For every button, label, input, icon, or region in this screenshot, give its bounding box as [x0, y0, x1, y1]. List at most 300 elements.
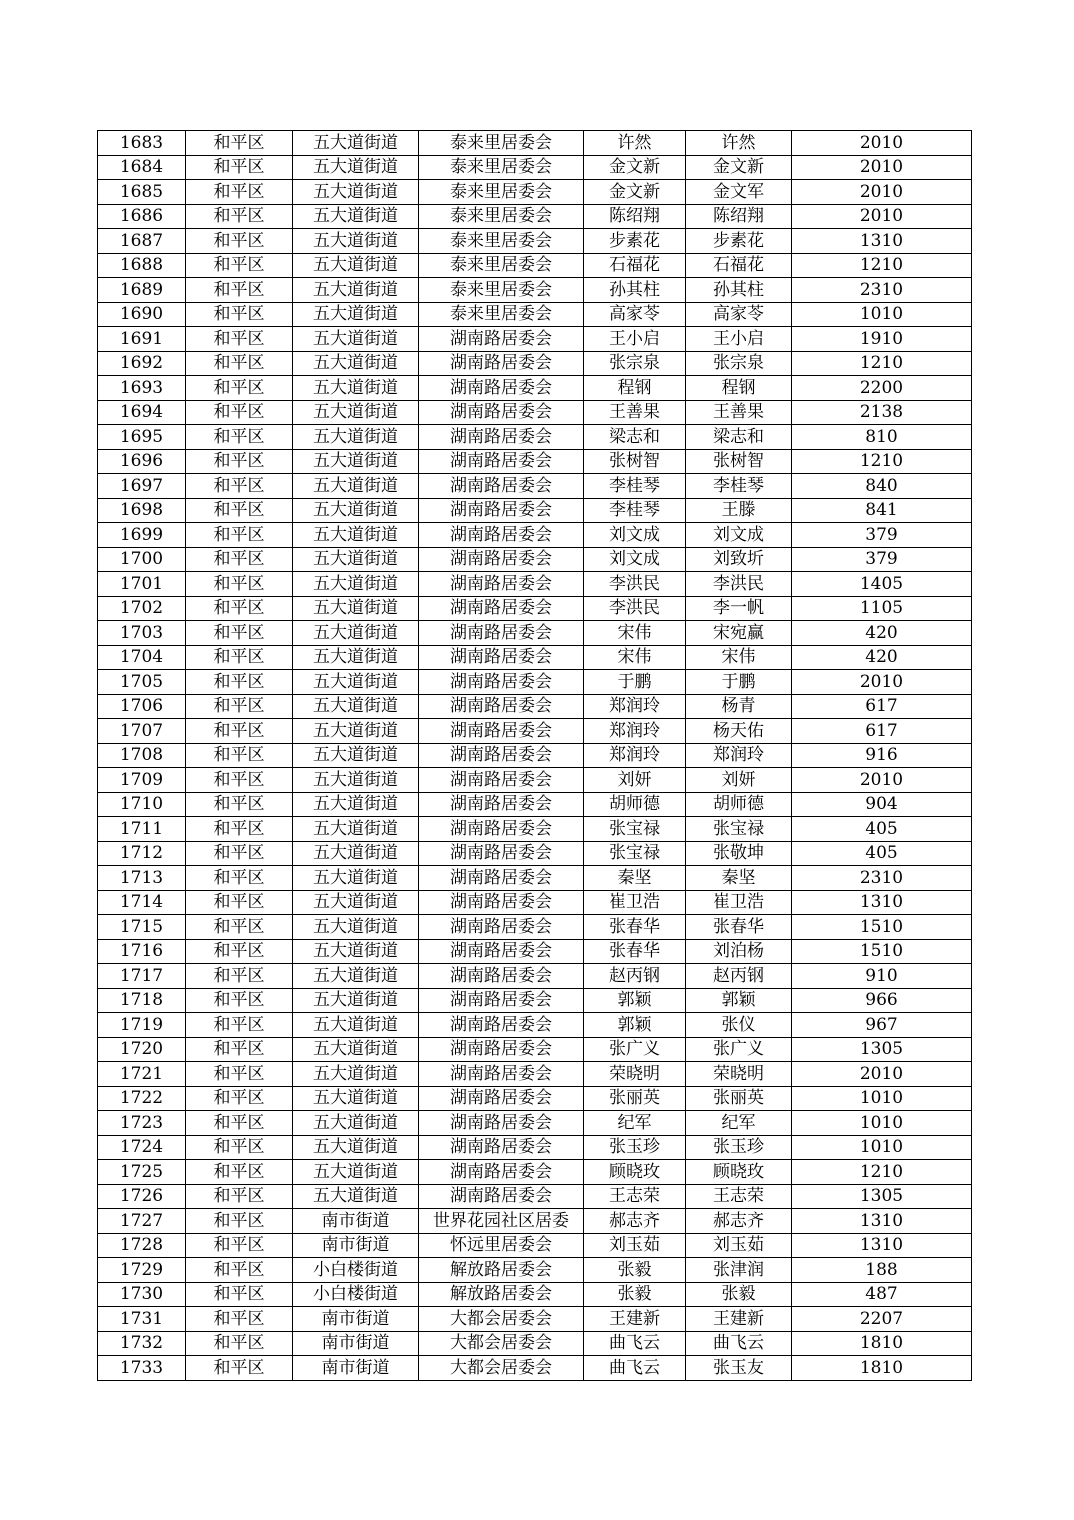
member-name-cell: 张春华 [686, 915, 792, 940]
applicant-name-cell: 石福花 [584, 253, 686, 278]
member-name-cell: 刘致圻 [686, 547, 792, 572]
amount-cell: 1310 [792, 890, 972, 915]
table-row [98, 253, 972, 278]
table-row [98, 817, 972, 842]
member-name-cell: 刘泊杨 [686, 939, 792, 964]
serial-number-cell: 1726 [98, 1184, 186, 1209]
serial-number-cell: 1719 [98, 1013, 186, 1038]
serial-number-cell: 1701 [98, 572, 186, 597]
member-name-cell: 王小启 [686, 327, 792, 352]
serial-number-cell: 1733 [98, 1356, 186, 1381]
amount-cell: 1210 [792, 449, 972, 474]
applicant-name-cell: 王建新 [584, 1307, 686, 1332]
serial-number-cell: 1716 [98, 939, 186, 964]
applicant-name-cell: 步素花 [584, 229, 686, 254]
serial-number-cell: 1685 [98, 180, 186, 205]
committee-cell: 湖南路居委会 [419, 964, 584, 989]
district-cell: 和平区 [186, 204, 293, 229]
amount-cell: 1210 [792, 351, 972, 376]
street-cell: 五大道街道 [293, 400, 419, 425]
applicant-name-cell: 于鹏 [584, 670, 686, 695]
committee-cell: 湖南路居委会 [419, 596, 584, 621]
applicant-name-cell: 宋伟 [584, 621, 686, 646]
street-cell: 南市街道 [293, 1233, 419, 1258]
street-cell: 五大道街道 [293, 890, 419, 915]
table-row [98, 792, 972, 817]
serial-number-cell: 1731 [98, 1307, 186, 1332]
committee-cell: 湖南路居委会 [419, 351, 584, 376]
table-row [98, 964, 972, 989]
district-cell: 和平区 [186, 841, 293, 866]
serial-number-cell: 1727 [98, 1209, 186, 1234]
applicant-name-cell: 金文新 [584, 155, 686, 180]
table-row [98, 400, 972, 425]
street-cell: 五大道街道 [293, 278, 419, 303]
amount-cell: 1010 [792, 302, 972, 327]
table-row [98, 841, 972, 866]
serial-number-cell: 1730 [98, 1282, 186, 1307]
amount-cell: 967 [792, 1013, 972, 1038]
street-cell: 五大道街道 [293, 376, 419, 401]
amount-cell: 2010 [792, 670, 972, 695]
district-cell: 和平区 [186, 449, 293, 474]
applicant-name-cell: 顾晓玫 [584, 1160, 686, 1185]
amount-cell: 1910 [792, 327, 972, 352]
applicant-name-cell: 张宗泉 [584, 351, 686, 376]
table-row [98, 1037, 972, 1062]
committee-cell: 泰来里居委会 [419, 131, 584, 156]
amount-cell: 2138 [792, 400, 972, 425]
table-row [98, 1331, 972, 1356]
district-cell: 和平区 [186, 743, 293, 768]
district-cell: 和平区 [186, 988, 293, 1013]
committee-cell: 湖南路居委会 [419, 866, 584, 891]
member-name-cell: 李桂琴 [686, 474, 792, 499]
member-name-cell: 赵丙钢 [686, 964, 792, 989]
amount-cell: 910 [792, 964, 972, 989]
street-cell: 五大道街道 [293, 817, 419, 842]
district-cell: 和平区 [186, 670, 293, 695]
table-row [98, 1013, 972, 1038]
district-cell: 和平区 [186, 1135, 293, 1160]
table-row [98, 155, 972, 180]
member-name-cell: 王建新 [686, 1307, 792, 1332]
street-cell: 五大道街道 [293, 1086, 419, 1111]
member-name-cell: 秦坚 [686, 866, 792, 891]
table-row [98, 988, 972, 1013]
committee-cell: 湖南路居委会 [419, 915, 584, 940]
street-cell: 五大道街道 [293, 351, 419, 376]
applicant-name-cell: 李洪民 [584, 596, 686, 621]
amount-cell: 487 [792, 1282, 972, 1307]
amount-cell: 1310 [792, 1233, 972, 1258]
committee-cell: 湖南路居委会 [419, 1160, 584, 1185]
street-cell: 五大道街道 [293, 131, 419, 156]
amount-cell: 2200 [792, 376, 972, 401]
street-cell: 五大道街道 [293, 572, 419, 597]
member-name-cell: 刘玉茹 [686, 1233, 792, 1258]
street-cell: 南市街道 [293, 1356, 419, 1381]
street-cell: 小白楼街道 [293, 1258, 419, 1283]
serial-number-cell: 1696 [98, 449, 186, 474]
table-row [98, 278, 972, 303]
district-cell: 和平区 [186, 1160, 293, 1185]
applicant-name-cell: 赵丙钢 [584, 964, 686, 989]
street-cell: 五大道街道 [293, 1135, 419, 1160]
district-cell: 和平区 [186, 1086, 293, 1111]
district-cell: 和平区 [186, 915, 293, 940]
serial-number-cell: 1699 [98, 523, 186, 548]
member-name-cell: 张津润 [686, 1258, 792, 1283]
serial-number-cell: 1707 [98, 719, 186, 744]
serial-number-cell: 1694 [98, 400, 186, 425]
amount-cell: 2310 [792, 866, 972, 891]
table-row [98, 474, 972, 499]
amount-cell: 1810 [792, 1331, 972, 1356]
member-name-cell: 郝志齐 [686, 1209, 792, 1234]
committee-cell: 湖南路居委会 [419, 988, 584, 1013]
amount-cell: 2207 [792, 1307, 972, 1332]
district-cell: 和平区 [186, 1282, 293, 1307]
serial-number-cell: 1684 [98, 155, 186, 180]
amount-cell: 420 [792, 621, 972, 646]
applicant-name-cell: 张广义 [584, 1037, 686, 1062]
table-row [98, 1233, 972, 1258]
applicant-name-cell: 程钢 [584, 376, 686, 401]
street-cell: 五大道街道 [293, 1013, 419, 1038]
table-row [98, 351, 972, 376]
table-row [98, 572, 972, 597]
amount-cell: 420 [792, 645, 972, 670]
serial-number-cell: 1729 [98, 1258, 186, 1283]
amount-cell: 1810 [792, 1356, 972, 1381]
committee-cell: 湖南路居委会 [419, 719, 584, 744]
member-name-cell: 杨青 [686, 694, 792, 719]
amount-cell: 1510 [792, 915, 972, 940]
applicant-name-cell: 张树智 [584, 449, 686, 474]
serial-number-cell: 1690 [98, 302, 186, 327]
street-cell: 五大道街道 [293, 866, 419, 891]
applicant-name-cell: 郑润玲 [584, 694, 686, 719]
street-cell: 五大道街道 [293, 841, 419, 866]
district-cell: 和平区 [186, 523, 293, 548]
serial-number-cell: 1718 [98, 988, 186, 1013]
table-row [98, 1160, 972, 1185]
serial-number-cell: 1697 [98, 474, 186, 499]
serial-number-cell: 1695 [98, 425, 186, 450]
member-name-cell: 郭颖 [686, 988, 792, 1013]
table-row [98, 719, 972, 744]
table-row [98, 866, 972, 891]
applicant-name-cell: 纪军 [584, 1111, 686, 1136]
applicant-name-cell: 曲飞云 [584, 1331, 686, 1356]
member-name-cell: 刘文成 [686, 523, 792, 548]
committee-cell: 泰来里居委会 [419, 253, 584, 278]
amount-cell: 1010 [792, 1086, 972, 1111]
amount-cell: 1105 [792, 596, 972, 621]
district-cell: 和平区 [186, 1013, 293, 1038]
amount-cell: 1310 [792, 1209, 972, 1234]
street-cell: 五大道街道 [293, 523, 419, 548]
table-row [98, 229, 972, 254]
street-cell: 五大道街道 [293, 719, 419, 744]
district-cell: 和平区 [186, 694, 293, 719]
table-row [98, 425, 972, 450]
committee-cell: 湖南路居委会 [419, 841, 584, 866]
street-cell: 南市街道 [293, 1307, 419, 1332]
table-row [98, 1062, 972, 1087]
committee-cell: 泰来里居委会 [419, 180, 584, 205]
member-name-cell: 崔卫浩 [686, 890, 792, 915]
district-cell: 和平区 [186, 719, 293, 744]
serial-number-cell: 1688 [98, 253, 186, 278]
serial-number-cell: 1704 [98, 645, 186, 670]
district-cell: 和平区 [186, 376, 293, 401]
applicant-name-cell: 张春华 [584, 939, 686, 964]
applicant-name-cell: 张玉珍 [584, 1135, 686, 1160]
member-name-cell: 石福花 [686, 253, 792, 278]
street-cell: 五大道街道 [293, 964, 419, 989]
member-name-cell: 宋伟 [686, 645, 792, 670]
table-row [98, 670, 972, 695]
serial-number-cell: 1702 [98, 596, 186, 621]
applicant-name-cell: 崔卫浩 [584, 890, 686, 915]
committee-cell: 湖南路居委会 [419, 939, 584, 964]
amount-cell: 1305 [792, 1037, 972, 1062]
committee-cell: 泰来里居委会 [419, 302, 584, 327]
amount-cell: 379 [792, 523, 972, 548]
committee-cell: 泰来里居委会 [419, 155, 584, 180]
district-cell: 和平区 [186, 1062, 293, 1087]
committee-cell: 湖南路居委会 [419, 890, 584, 915]
committee-cell: 湖南路居委会 [419, 1062, 584, 1087]
street-cell: 五大道街道 [293, 1184, 419, 1209]
committee-cell: 泰来里居委会 [419, 229, 584, 254]
committee-cell: 湖南路居委会 [419, 1111, 584, 1136]
district-cell: 和平区 [186, 1356, 293, 1381]
amount-cell: 2010 [792, 1062, 972, 1087]
applicant-name-cell: 许然 [584, 131, 686, 156]
district-cell: 和平区 [186, 1037, 293, 1062]
member-name-cell: 顾晓玫 [686, 1160, 792, 1185]
serial-number-cell: 1693 [98, 376, 186, 401]
street-cell: 五大道街道 [293, 596, 419, 621]
committee-cell: 湖南路居委会 [419, 670, 584, 695]
committee-cell: 湖南路居委会 [419, 1184, 584, 1209]
committee-cell: 泰来里居委会 [419, 278, 584, 303]
district-cell: 和平区 [186, 1111, 293, 1136]
table-row [98, 1184, 972, 1209]
serial-number-cell: 1724 [98, 1135, 186, 1160]
serial-number-cell: 1698 [98, 498, 186, 523]
table-row [98, 694, 972, 719]
committee-cell: 湖南路居委会 [419, 425, 584, 450]
street-cell: 五大道街道 [293, 547, 419, 572]
district-cell: 和平区 [186, 547, 293, 572]
amount-cell: 916 [792, 743, 972, 768]
applicant-name-cell: 张毅 [584, 1258, 686, 1283]
amount-cell: 966 [792, 988, 972, 1013]
table-row [98, 523, 972, 548]
district-cell: 和平区 [186, 1331, 293, 1356]
serial-number-cell: 1692 [98, 351, 186, 376]
street-cell: 五大道街道 [293, 1037, 419, 1062]
street-cell: 五大道街道 [293, 1062, 419, 1087]
member-name-cell: 张丽英 [686, 1086, 792, 1111]
table-row [98, 768, 972, 793]
committee-cell: 湖南路居委会 [419, 498, 584, 523]
member-name-cell: 孙其柱 [686, 278, 792, 303]
applicant-name-cell: 郭颖 [584, 988, 686, 1013]
applicant-name-cell: 李桂琴 [584, 498, 686, 523]
committee-cell: 湖南路居委会 [419, 768, 584, 793]
district-cell: 和平区 [186, 1184, 293, 1209]
amount-cell: 188 [792, 1258, 972, 1283]
district-cell: 和平区 [186, 351, 293, 376]
table-row [98, 1307, 972, 1332]
street-cell: 五大道街道 [293, 915, 419, 940]
serial-number-cell: 1710 [98, 792, 186, 817]
serial-number-cell: 1691 [98, 327, 186, 352]
member-name-cell: 王滕 [686, 498, 792, 523]
district-cell: 和平区 [186, 278, 293, 303]
data-table [97, 130, 972, 1381]
table-row [98, 1111, 972, 1136]
committee-cell: 解放路居委会 [419, 1282, 584, 1307]
committee-cell: 湖南路居委会 [419, 1013, 584, 1038]
member-name-cell: 郑润玲 [686, 743, 792, 768]
street-cell: 五大道街道 [293, 302, 419, 327]
street-cell: 五大道街道 [293, 694, 419, 719]
applicant-name-cell: 李洪民 [584, 572, 686, 597]
applicant-name-cell: 刘妍 [584, 768, 686, 793]
member-name-cell: 程钢 [686, 376, 792, 401]
committee-cell: 解放路居委会 [419, 1258, 584, 1283]
table-row [98, 1282, 972, 1307]
street-cell: 五大道街道 [293, 645, 419, 670]
member-name-cell: 梁志和 [686, 425, 792, 450]
district-cell: 和平区 [186, 792, 293, 817]
district-cell: 和平区 [186, 180, 293, 205]
committee-cell: 湖南路居委会 [419, 792, 584, 817]
district-cell: 和平区 [186, 229, 293, 254]
amount-cell: 2010 [792, 155, 972, 180]
member-name-cell: 张宗泉 [686, 351, 792, 376]
street-cell: 五大道街道 [293, 939, 419, 964]
serial-number-cell: 1708 [98, 743, 186, 768]
committee-cell: 湖南路居委会 [419, 1135, 584, 1160]
serial-number-cell: 1712 [98, 841, 186, 866]
table-row [98, 743, 972, 768]
amount-cell: 1305 [792, 1184, 972, 1209]
street-cell: 五大道街道 [293, 768, 419, 793]
member-name-cell: 金文新 [686, 155, 792, 180]
table-row [98, 376, 972, 401]
district-cell: 和平区 [186, 253, 293, 278]
serial-number-cell: 1703 [98, 621, 186, 646]
committee-cell: 湖南路居委会 [419, 1086, 584, 1111]
serial-number-cell: 1721 [98, 1062, 186, 1087]
table-row [98, 498, 972, 523]
applicant-name-cell: 曲飞云 [584, 1356, 686, 1381]
amount-cell: 841 [792, 498, 972, 523]
serial-number-cell: 1715 [98, 915, 186, 940]
committee-cell: 湖南路居委会 [419, 572, 584, 597]
street-cell: 五大道街道 [293, 474, 419, 499]
applicant-name-cell: 张宝禄 [584, 841, 686, 866]
member-name-cell: 李洪民 [686, 572, 792, 597]
applicant-name-cell: 郭颖 [584, 1013, 686, 1038]
table-body [98, 131, 972, 1381]
district-cell: 和平区 [186, 1233, 293, 1258]
district-cell: 和平区 [186, 817, 293, 842]
applicant-name-cell: 刘玉茹 [584, 1233, 686, 1258]
street-cell: 五大道街道 [293, 498, 419, 523]
member-name-cell: 张玉友 [686, 1356, 792, 1381]
committee-cell: 泰来里居委会 [419, 204, 584, 229]
serial-number-cell: 1706 [98, 694, 186, 719]
applicant-name-cell: 李桂琴 [584, 474, 686, 499]
amount-cell: 904 [792, 792, 972, 817]
district-cell: 和平区 [186, 596, 293, 621]
committee-cell: 大都会居委会 [419, 1356, 584, 1381]
applicant-name-cell: 刘文成 [584, 523, 686, 548]
street-cell: 南市街道 [293, 1209, 419, 1234]
member-name-cell: 曲飞云 [686, 1331, 792, 1356]
table-row [98, 939, 972, 964]
amount-cell: 1210 [792, 1160, 972, 1185]
serial-number-cell: 1683 [98, 131, 186, 156]
serial-number-cell: 1689 [98, 278, 186, 303]
district-cell: 和平区 [186, 621, 293, 646]
applicant-name-cell: 郑润玲 [584, 743, 686, 768]
district-cell: 和平区 [186, 474, 293, 499]
table-row [98, 915, 972, 940]
member-name-cell: 刘妍 [686, 768, 792, 793]
amount-cell: 2310 [792, 278, 972, 303]
street-cell: 五大道街道 [293, 180, 419, 205]
table-row [98, 180, 972, 205]
amount-cell: 1405 [792, 572, 972, 597]
district-cell: 和平区 [186, 645, 293, 670]
committee-cell: 湖南路居委会 [419, 817, 584, 842]
district-cell: 和平区 [186, 866, 293, 891]
street-cell: 五大道街道 [293, 229, 419, 254]
amount-cell: 617 [792, 694, 972, 719]
member-name-cell: 王志荣 [686, 1184, 792, 1209]
table-row [98, 645, 972, 670]
amount-cell: 1310 [792, 229, 972, 254]
serial-number-cell: 1686 [98, 204, 186, 229]
member-name-cell: 张玉珍 [686, 1135, 792, 1160]
member-name-cell: 张广义 [686, 1037, 792, 1062]
member-name-cell: 杨天佑 [686, 719, 792, 744]
member-name-cell: 步素花 [686, 229, 792, 254]
committee-cell: 湖南路居委会 [419, 327, 584, 352]
table-row [98, 1356, 972, 1381]
member-name-cell: 于鹏 [686, 670, 792, 695]
committee-cell: 湖南路居委会 [419, 621, 584, 646]
district-cell: 和平区 [186, 327, 293, 352]
applicant-name-cell: 孙其柱 [584, 278, 686, 303]
street-cell: 五大道街道 [293, 988, 419, 1013]
street-cell: 南市街道 [293, 1331, 419, 1356]
member-name-cell: 张仪 [686, 1013, 792, 1038]
serial-number-cell: 1722 [98, 1086, 186, 1111]
district-cell: 和平区 [186, 1209, 293, 1234]
serial-number-cell: 1732 [98, 1331, 186, 1356]
serial-number-cell: 1720 [98, 1037, 186, 1062]
